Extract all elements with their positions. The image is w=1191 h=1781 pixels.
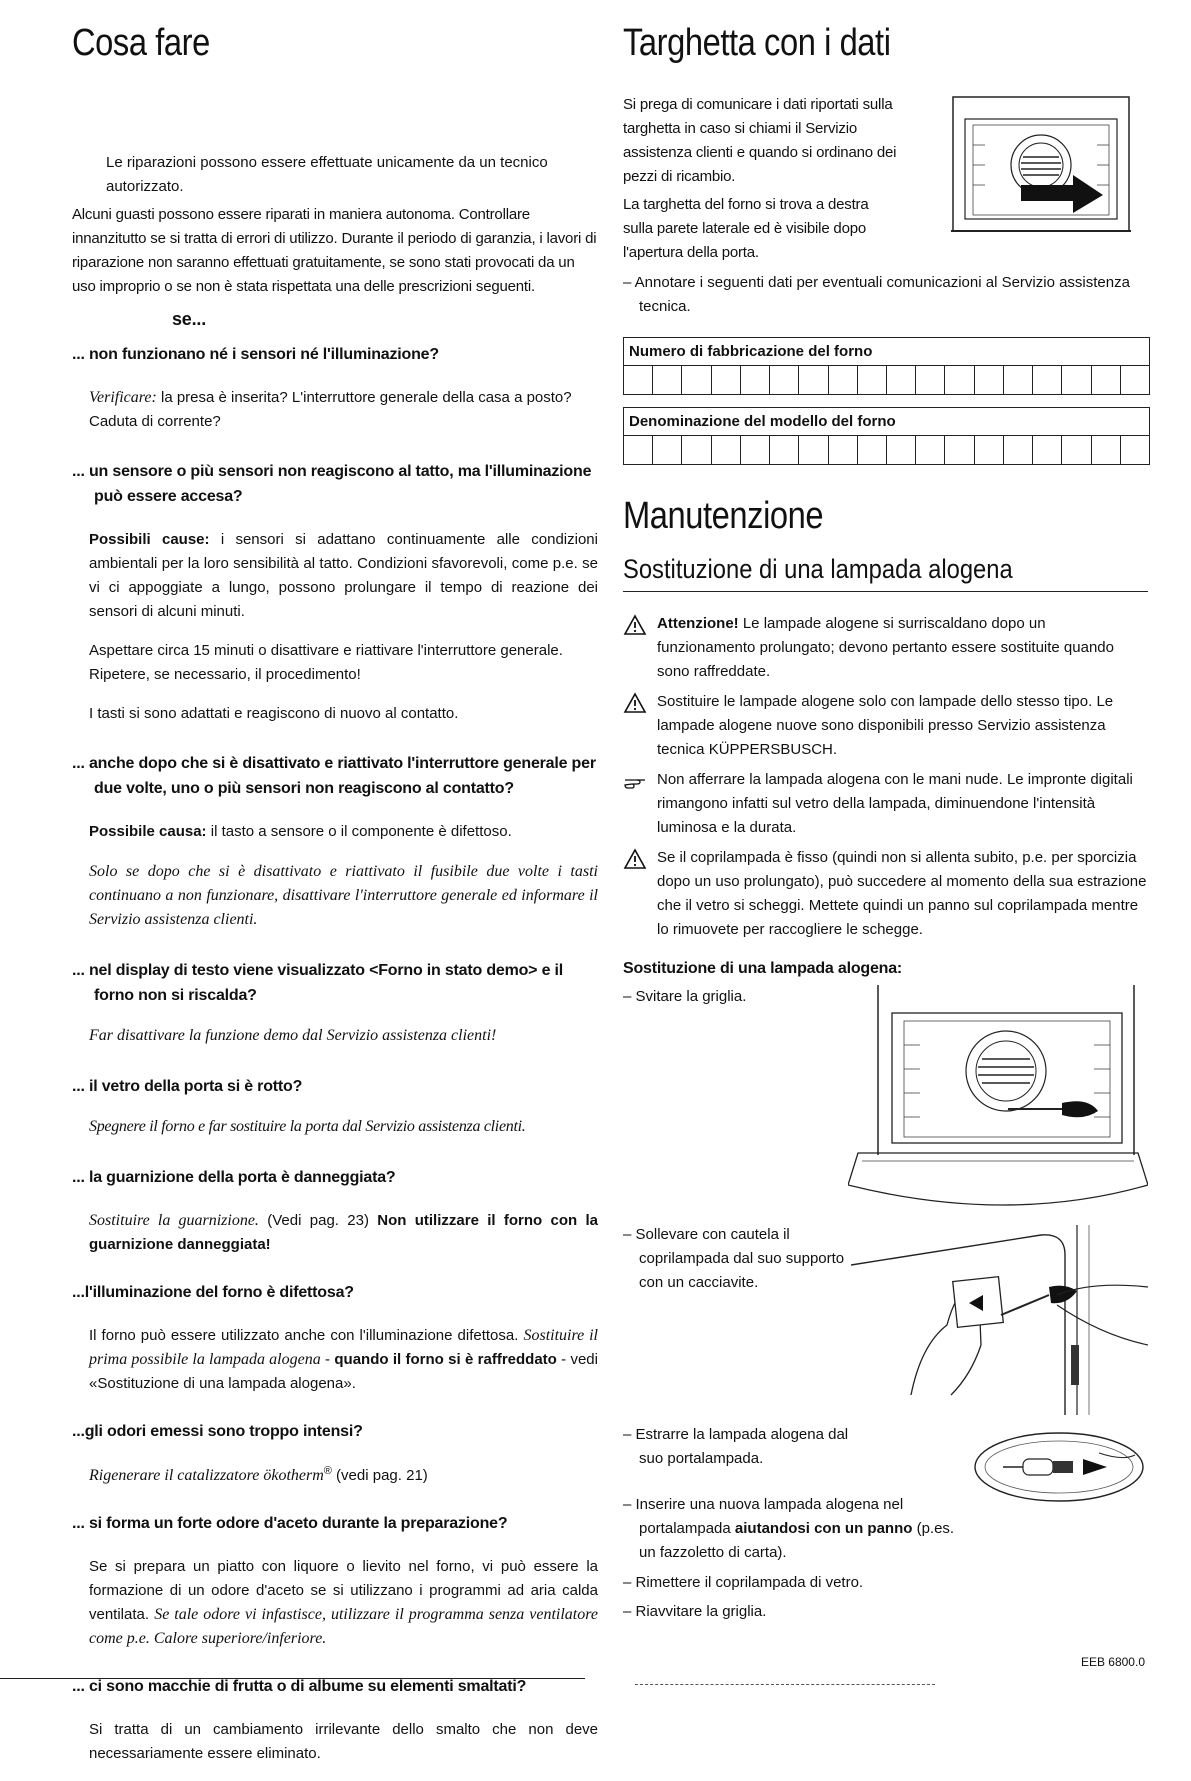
question-2: ... un sensore o più sensori non reagiscono al tatto, ma l'illuminazione può essere accesa? [72, 463, 592, 505]
question-10: ... ci sono macchie di frutta o di albume su elementi smaltati? [72, 1678, 527, 1695]
warning-glass-chip: Se il coprilampada è fisso (quindi non si allenta subito, p.e. per sporcizia dopo un uso prolungato), può succedere al momento della sua estrazione che il vetro si scheggi. Mettete quindi un panno sul coprilampada mentre lo rimuovete per raccogliere le schegge. [623, 846, 1148, 942]
answer-2: Possibili cause: i sensori si adattano continuamente alle condizioni ambientali per la loro sensibilità al tatto. Condizioni sfavorevoli, come p.e. se vi ci appoggiate a lungo, possono prolungare il tempo di reazione dei sensori di alcuni minuti. [89, 531, 598, 620]
rating-plate-block [623, 93, 1148, 271]
question-1: ... non funzionano né i sensori né l'illuminazione? [72, 346, 439, 363]
model-name-cells[interactable] [624, 436, 1149, 464]
answer-10: Si tratta di un cambiamento irrilevante dello smalto che non deve necessariamente essere eliminato. [89, 1721, 598, 1762]
serial-number-table [623, 337, 1150, 395]
answer-9: Se si prepara un piatto con liquore o lievito nel forno, vi può essere la formazione di un odore d'aceto se si utilizzano i programmi ad aria calda ventilata. Se tale odore vi infastisce, utilizzare il programma senza ventilatore come p.e. Calore superiore/inferiore. [89, 1558, 598, 1647]
step-4-block [623, 1493, 1148, 1571]
question-8: ...gli odori emessi sono troppo intensi? [72, 1423, 363, 1440]
bottom-rule [0, 1678, 585, 1679]
troubleshooting-column [72, 22, 598, 1781]
annotate-instruction: – Annotare i seguenti dati per eventuali comunicazioni al Servizio assistenza tecnica. [623, 274, 1130, 315]
warning-triangle-icon [623, 848, 647, 870]
step-1-block [623, 985, 1148, 1223]
step-3-block [623, 1423, 1148, 1493]
question-6: ... la guarnizione della porta è danneggiata? [72, 1169, 396, 1186]
pointing-hand-icon [623, 770, 647, 792]
step-screw-grill: – Riavvitare la griglia. [623, 1603, 767, 1620]
halogen-lamp-subtitle: Sostituzione di una lampada alogena [623, 554, 1013, 584]
rating-plate-column [623, 22, 1148, 1624]
se-heading: se... [172, 309, 207, 329]
serial-number-cells[interactable] [624, 366, 1149, 394]
document-code: EEB 6800.0 [1080, 1655, 1145, 1669]
answer-7: Il forno può essere utilizzato anche con l'illuminazione difettosa. Sostituire il prima possibile la lampada alogena - quando il forno si è raffreddato - vedi «Sostituzione di una lampada alogena». [89, 1327, 598, 1392]
answer-8: Rigenerare il catalizzatore ökotherm® (vedi pag. 21) [89, 1465, 428, 1484]
repair-note: Le riparazioni possono essere effettuate unicamente da un tecnico autorizzato. [106, 154, 548, 195]
question-3: ... anche dopo che si è disattivato e riattivato l'interruttore generale per due volte, uno o più sensori non reagiscono al contatto? [72, 755, 596, 797]
step-replace-cover: – Rimettere il coprilampada di vetro. [623, 1574, 864, 1591]
answer-2b: Aspettare circa 15 minuti o disattivare e riattivare l'interruttore generale. Ripetere, se necessario, il procedimento! [89, 642, 563, 683]
answer-3b: Solo se dopo che si è disattivato e riattivato il fusibile due volte i tasti continuano a non funzionare, disattivare l'interruttore generale ed informare il Servizio assistenza clienti. [89, 863, 598, 928]
model-name-label: Denominazione del modello del forno [624, 408, 1149, 436]
oven-rating-plate-illustration [951, 95, 1131, 235]
steps-title: Sostituzione di una lampada alogena: [623, 960, 903, 977]
answer-3: Possibile causa: il tasto a sensore o il componente è difettoso. [89, 823, 512, 840]
warning-triangle-icon [623, 614, 647, 636]
answer-6: Sostituire la guarnizione. (Vedi pag. 23) Non utilizzare il forno con la guarnizione danneggiata! [89, 1212, 599, 1253]
question-4: ... nel display di testo viene visualizzato <Forno in stato demo> e il forno non si riscalda? [72, 962, 564, 1004]
question-5: ... il vetro della porta si è rotto? [72, 1078, 303, 1095]
step-unscrew-grill: – Svitare la griglia. [623, 988, 747, 1005]
answer-5: Spegnere il forno e far sostituire la porta dal Servizio assistenza clienti. [89, 1118, 526, 1135]
page-title-cosa-fare: Cosa fare [72, 22, 210, 64]
rating-plate-intro: Si prega di comunicare i dati riportati sulla targhetta in caso si chiami il Servizio assistenza clienti e quando si ordinano dei pezzi di ricambio. [623, 96, 897, 185]
step-2-block [623, 1223, 1148, 1423]
step-remove-lamp: – Estrarre la lampada alogena dal suo portalampada. [623, 1426, 849, 1467]
tip-bare-hands: Non afferrare la lampada alogena con le mani nude. Le impronte digitali rimangono infatti sul vetro della lampada, diminuendone l'intensità luminosa e la durata. [623, 768, 1148, 840]
rating-plate-location: La targhetta del forno si trova a destra sulla parete laterale ed è visibile dopo l'apertura della porta. [623, 196, 869, 261]
answer-1: Verificare: la presa è inserita? L'interruttore generale della casa a posto? Caduta di corrente? [89, 389, 572, 430]
question-7: ...l'illuminazione del forno è difettosa? [72, 1284, 354, 1301]
question-9: ... si forma un forte odore d'aceto durante la preparazione? [72, 1515, 508, 1532]
intro-text: Alcuni guasti possono essere riparati in maniera autonoma. Controllare innanzitutto se si tratta di errori di utilizzo. Durante il periodo di garanzia, i lavori di riparazione non saranno effettuati gratuitamente, se sono stati provocati da un uso improprio o se non è stata rispettata una delle prescrizioni seguenti. [72, 206, 597, 295]
page-title-targhetta: Targhetta con i dati [623, 22, 891, 64]
serial-number-label: Numero di fabbricazione del forno [624, 338, 1149, 366]
model-name-table [623, 407, 1150, 465]
answer-4: Far disattivare la funzione demo dal Servizio assistenza clienti! [89, 1027, 497, 1044]
warning-hot-lamps: Attenzione! Le lampade alogene si surriscaldano dopo un funzionamento prolungato; devono pertanto essere sostituite quando sono raffreddate. [623, 612, 1148, 684]
step-lift-cover: – Sollevare con cautela il coprilampada dal suo supporto con un cacciavite. [623, 1226, 845, 1291]
hand-screwdriver-illustration [851, 1225, 1148, 1415]
warning-same-type: Sostituire le lampade alogene solo con lampade dello stesso tipo. Le lampade alogene nuove sono disponibili presso Servizio assistenza tecnica KÜPPERSBUSCH. [623, 690, 1148, 762]
oven-screwdriver-illustration [848, 985, 1148, 1215]
maintenance-title: Manutenzione [623, 495, 824, 537]
step-insert-lamp: – Inserire una nuova lampada alogena nel portalampada aiutandosi con un panno (p.es. un fazzoletto di carta). [623, 1496, 955, 1561]
warning-triangle-icon [623, 692, 647, 714]
answer-2c: I tasti si sono adattati e reagiscono di nuovo al contatto. [89, 705, 459, 722]
